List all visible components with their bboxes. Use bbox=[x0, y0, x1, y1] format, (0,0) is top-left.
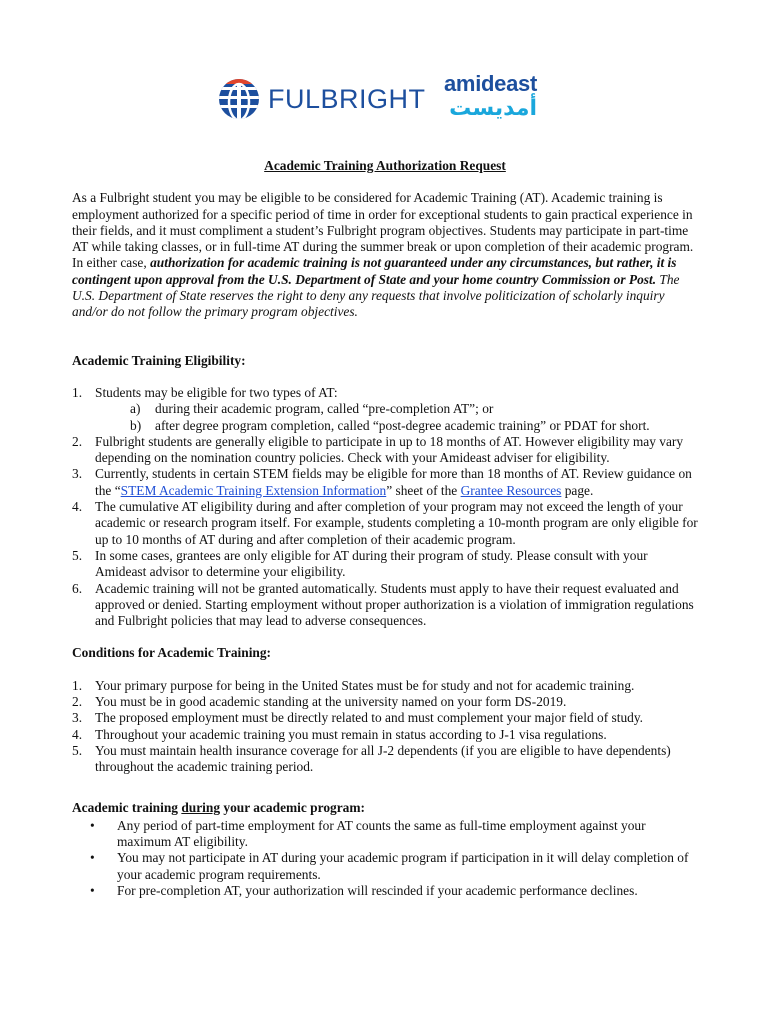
bullet-icon: • bbox=[90, 817, 95, 833]
during-program-list bbox=[72, 818, 698, 899]
bullet-icon: • bbox=[90, 882, 95, 898]
list-item bbox=[72, 678, 698, 694]
intro-paragraph bbox=[72, 190, 698, 320]
amideast-arabic-wordmark: أمديست bbox=[449, 96, 537, 121]
eligibility-item-1: Students may be eligible for two types of AT: bbox=[95, 384, 338, 400]
during-heading-underlined: during bbox=[181, 799, 221, 815]
item-number: 2. bbox=[72, 694, 83, 710]
item-number: 1. bbox=[72, 384, 83, 400]
intro-bold-italic: authorization for academic training is not guaranteed under any circumstances, but rather, it is contingent upon approval from the U.S. Department of State and your home country Commission or Post. bbox=[72, 255, 677, 287]
amideast-logo bbox=[444, 72, 537, 122]
conditions-list bbox=[72, 678, 698, 776]
eligibility-sub-a: during their academic program, called “pre-completion AT”; or bbox=[155, 401, 494, 417]
eligibility-item-2: Fulbright students are generally eligible to participate in up to 18 months of AT. However eligibility may vary depending on the nomination country policies. Check with your Amideast adviser for eligibility. bbox=[95, 433, 684, 466]
during-bullet: You may not participate in AT during your academic program if participation in it will delay completion of your academic program requirements. bbox=[117, 850, 689, 882]
list-item bbox=[72, 727, 698, 743]
item-number: 5. bbox=[72, 742, 83, 758]
during-program-heading bbox=[72, 800, 698, 816]
eligibility-item-3 bbox=[95, 466, 698, 499]
condition-item: You must maintain health insurance coverage for all J-2 dependents (if you are eligible to have dependents) throughout the academic training period. bbox=[95, 742, 671, 775]
list-item bbox=[72, 434, 698, 467]
eligibility-item-5: In some cases, grantees are only eligible for AT during their program of study. Please consult with your Amideast advisor to determine your eligibility. bbox=[95, 547, 648, 580]
logo-bar bbox=[0, 70, 768, 130]
fulbright-wordmark: FULBRIGHT bbox=[268, 83, 426, 114]
list-item bbox=[72, 694, 698, 710]
condition-item: Throughout your academic training you must remain in status according to J-1 visa regulations. bbox=[95, 726, 607, 742]
list-item bbox=[90, 818, 698, 851]
list-item bbox=[72, 581, 698, 630]
intro-text: As a Fulbright student you may be eligible to be considered for Academic Training (AT). Academic training is employment authorized for a specific period of time in order for exceptional students to gain practical experience in their fields, and it must compliment a student’s Fulbright program objectives. Students may participate in part-time AT while taking classes, or in full-time AT during the summer break or upon completion of their academic program. In either case, bbox=[72, 190, 694, 271]
list-item bbox=[72, 548, 698, 581]
sub-list-item bbox=[130, 418, 698, 434]
amideast-wordmark: amideast bbox=[444, 71, 537, 96]
item-number: 3. bbox=[72, 466, 83, 482]
list-item bbox=[72, 385, 698, 434]
item-number: 2. bbox=[72, 433, 83, 449]
eligibility-sub-b: after degree program completion, called “post-degree academic training” or PDAT for short. bbox=[155, 417, 650, 433]
item-number: 4. bbox=[72, 726, 83, 742]
fulbright-globe-icon bbox=[218, 78, 260, 120]
condition-item: The proposed employment must be directly related to and must complement your major field of study. bbox=[95, 710, 644, 726]
stem-extension-link[interactable]: STEM Academic Training Extension Information bbox=[120, 482, 387, 498]
during-heading-post: your academic program: bbox=[220, 799, 365, 815]
item-number: 3. bbox=[72, 710, 83, 726]
during-heading-pre: Academic training bbox=[72, 799, 182, 815]
bullet-icon: • bbox=[90, 850, 95, 866]
item-number: 6. bbox=[72, 580, 83, 596]
item3-text-pre: Currently, students in certain STEM fields may be eligible for more than 18 months of AT. Review guidance on the “ bbox=[95, 466, 692, 498]
fulbright-logo bbox=[218, 78, 426, 120]
list-item bbox=[72, 499, 698, 548]
list-item bbox=[90, 850, 698, 883]
eligibility-item-6: Academic training will not be granted automatically. Students must apply to have their request evaluated and approved or denied. Starting employment without proper authorization is a violation of immigration regulations and Fulbright policies that may lead to adverse consequences. bbox=[95, 580, 694, 629]
during-bullet: Any period of part-time employment for AT counts the same as full-time employment against your maximum AT eligibility. bbox=[117, 817, 646, 850]
sub-item-label: a) bbox=[130, 401, 141, 417]
item3-text-mid: ” sheet of the bbox=[386, 482, 461, 498]
during-bullet: For pre-completion AT, your authorization will rescinded if your academic performance declines. bbox=[117, 882, 638, 898]
sub-list-item bbox=[130, 401, 698, 417]
condition-item: You must be in good academic standing at the university named on your form DS-2019. bbox=[95, 694, 567, 710]
list-item bbox=[72, 466, 698, 499]
eligibility-item-4: The cumulative AT eligibility during and after completion of your program may not exceed the length of your academic or research program itself. For example, students completing a 10-month program are only eligible for up to 10 months of AT during and after completion of their academic program. bbox=[95, 499, 698, 547]
item3-text-post: page. bbox=[561, 482, 594, 498]
document-title: Academic Training Authorization Request bbox=[264, 158, 506, 173]
list-item bbox=[72, 710, 698, 726]
conditions-heading: Conditions for Academic Training: bbox=[72, 645, 272, 661]
document-body bbox=[72, 158, 698, 899]
item-number: 1. bbox=[72, 677, 83, 693]
grantee-resources-link[interactable]: Grantee Resources bbox=[460, 482, 562, 498]
item-number: 5. bbox=[72, 547, 83, 563]
intro-italic: The U.S. Department of State reserves the right to deny any requests that involve politicization of scholarly inquiry and/or do not follow the primary program objectives. bbox=[72, 271, 680, 320]
list-item bbox=[90, 883, 698, 899]
condition-item: Your primary purpose for being in the United States must be for study and not for academic training. bbox=[95, 677, 635, 693]
item-number: 4. bbox=[72, 499, 83, 515]
list-item bbox=[72, 743, 698, 776]
sub-item-label: b) bbox=[130, 417, 142, 433]
eligibility-heading: Academic Training Eligibility: bbox=[72, 352, 246, 368]
eligibility-list bbox=[72, 385, 698, 629]
